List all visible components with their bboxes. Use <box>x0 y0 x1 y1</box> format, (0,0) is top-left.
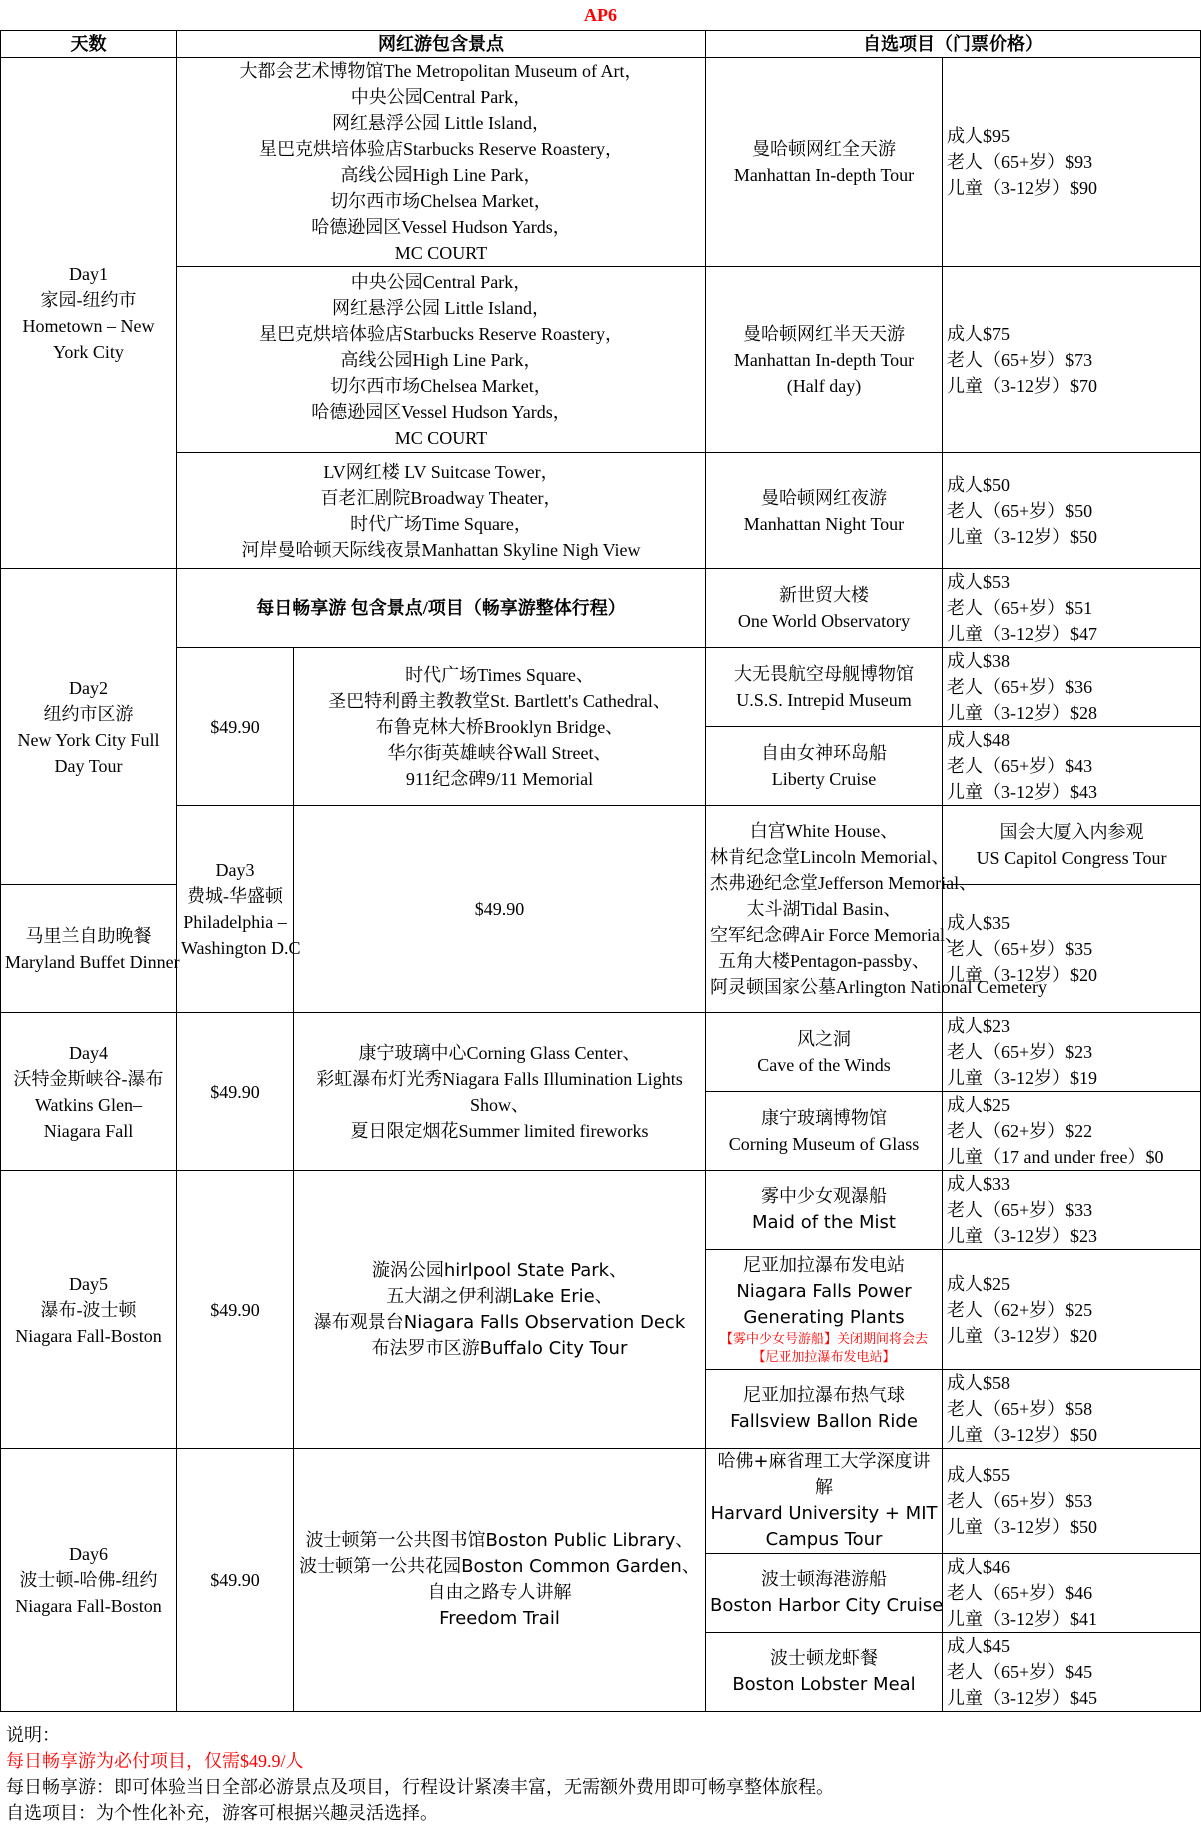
subheader-daily-tour: 每日畅享游 包含景点/项目（畅享游整体行程） <box>177 569 706 648</box>
price-line: 老人（65+岁）$35 <box>947 938 1093 959</box>
price-line: 儿童（3-12岁）$50 <box>947 1517 1097 1537</box>
price-line: 儿童（3-12岁）$47 <box>947 624 1097 644</box>
optional-item-line: Boston Lobster Meal <box>732 1674 916 1695</box>
price-cell <box>943 267 1201 453</box>
day-label-line: Niagara Fall-Boston <box>15 1325 162 1346</box>
spot-line: 哈德逊园区Vessel Hudson Yards， <box>311 401 571 422</box>
optional-item-line: 马里兰自助晚餐 <box>25 925 152 946</box>
spot-line: 波士顿第一公共花园Boston Common Garden、 <box>299 1556 700 1577</box>
price-line: 老人（65+岁）$73 <box>947 349 1093 370</box>
closure-note: 【雾中少女号游船】关闭期间将会去【尼亚加拉瀑布发电站】 <box>719 1331 928 1365</box>
optional-item-line: US Capitol Congress Tour <box>976 848 1167 868</box>
price-line: 儿童（3-12岁）$23 <box>947 1226 1097 1246</box>
optional-item-line: Manhattan Night Tour <box>743 513 905 534</box>
optional-item <box>706 267 943 453</box>
spot-line: 林肯纪念堂Lincoln Memorial、 <box>710 847 950 867</box>
optional-item-line: 雾中少女观瀑船 <box>761 1186 887 1207</box>
price-cell <box>943 1554 1201 1633</box>
price-line: 儿童（3-12岁）$19 <box>947 1068 1097 1088</box>
price-line: 成人$48 <box>947 730 1010 750</box>
price-line: 成人$45 <box>947 1636 1010 1656</box>
spot-line: 彩虹瀑布灯光秀Niagara Falls Illumination Lights <box>316 1068 683 1089</box>
day-label-line: Day2 <box>69 677 108 698</box>
optional-item-line: 波士顿海港游船 <box>761 1569 887 1590</box>
spot-line: 布法罗市区游Buffalo City Tour <box>371 1337 628 1359</box>
spot-line: 河岸曼哈顿天际线夜景Manhattan Skyline Nigh View <box>241 539 641 560</box>
day-label-line: Niagara Fall <box>43 1120 134 1141</box>
notes-section <box>0 1712 1200 1826</box>
price-cell <box>943 1171 1201 1250</box>
optional-item-line: 曼哈顿网红半天天游 <box>743 323 905 344</box>
optional-item <box>1 885 180 1013</box>
optional-item <box>706 1250 943 1370</box>
optional-item-line: Maryland Buffet Dinner <box>5 951 180 972</box>
price-line: 老人（65+岁）$33 <box>947 1200 1093 1220</box>
day-label-line: 波士顿-哈佛-纽约 <box>19 1570 158 1590</box>
optional-item <box>706 569 943 648</box>
price-line: 儿童（3-12岁）$20 <box>947 964 1097 985</box>
optional-item-line: Liberty Cruise <box>771 769 877 789</box>
optional-item-line: 曼哈顿网红夜游 <box>761 487 887 508</box>
day-label-line: Hometown – New <box>22 316 155 336</box>
day-label-line: 瀑布-波士顿 <box>40 1299 137 1320</box>
sheet-title: AP6 <box>584 5 618 25</box>
optional-item <box>943 806 1201 885</box>
price-line: 老人（65+岁）$53 <box>947 1491 1093 1511</box>
price-line: 老人（65+岁）$45 <box>947 1662 1093 1682</box>
spot-line: 中央公园Central Park， <box>350 271 532 292</box>
spot-line: 漩涡公园hirlpool State Park、 <box>371 1259 628 1281</box>
price-line: 老人（65+岁）$46 <box>947 1583 1093 1603</box>
header-spots: 网红游包含景点 <box>177 31 706 58</box>
price-line: 成人$35 <box>947 912 1010 933</box>
notes-required-fee: 每日畅享游为必付项目，仅需$49.9/人 <box>6 1751 304 1771</box>
price-line: 老人（65+岁）$36 <box>947 677 1093 697</box>
optional-item-line: 自由女神环岛船 <box>761 743 887 763</box>
optional-item-line: Generating Plants <box>743 1306 905 1328</box>
price-cell <box>943 58 1201 267</box>
optional-item <box>706 648 943 727</box>
price-line: 老人（65+岁）$23 <box>947 1042 1093 1062</box>
spot-line: 911纪念碑9/11 Memorial <box>405 768 594 789</box>
notes-daily-tour: 每日畅享游：即可体验当日全部必游景点及项目，行程设计紧凑丰富，无需额外费用即可畅享整体旅程。 <box>6 1777 834 1797</box>
price-line: 老人（62+岁）$22 <box>947 1121 1093 1141</box>
price-line: 儿童（3-12岁）$50 <box>947 1425 1097 1445</box>
spot-line: 圣巴特利爵主教教堂St. Bartlett's Cathedral、 <box>328 690 671 711</box>
spot-line: 五角大楼Pentagon-passby、 <box>718 951 930 971</box>
day-label-day5 <box>1 1171 177 1449</box>
price-line: 老人（65+岁）$43 <box>947 756 1093 776</box>
price-line: 老人（62+岁）$25 <box>947 1299 1093 1320</box>
price-line: 成人$23 <box>947 1016 1010 1036</box>
spot-line: 杰弗逊纪念堂Jefferson Memorial、 <box>710 873 978 893</box>
optional-item-line: 大无畏航空母舰博物馆 <box>734 664 914 684</box>
spots-cell <box>177 267 706 453</box>
spot-line: 波士顿第一公共图书馆Boston Public Library、 <box>305 1530 694 1551</box>
spot-line: 阿灵顿国家公墓Arlington National Cemetery <box>710 977 1047 997</box>
day-label-line: Day1 <box>69 264 108 284</box>
price-line: 老人（65+岁）$51 <box>947 598 1093 618</box>
price-line: 成人$53 <box>947 572 1010 592</box>
spot-line: 切尔西市场Chelsea Market， <box>330 191 552 211</box>
spot-line: 时代广场Time Square， <box>350 513 532 534</box>
price-line: 成人$33 <box>947 1174 1010 1194</box>
spots-cell <box>294 1171 706 1449</box>
optional-item-line: Campus Tour <box>765 1529 883 1550</box>
spots-cell <box>177 453 706 569</box>
optional-item-line: Fallsview Ballon Ride <box>730 1411 918 1432</box>
optional-item-line: 尼亚加拉瀑布热气球 <box>743 1385 905 1406</box>
day-label-line: Day4 <box>69 1042 108 1063</box>
optional-item-line: U.S.S. Intrepid Museum <box>736 690 912 710</box>
price-line: 成人$25 <box>947 1273 1010 1294</box>
optional-item-line: Manhattan In-depth Tour <box>733 165 915 185</box>
notes-optional: 自选项目：为个性化补充，游客可根据兴趣灵活选择。 <box>6 1803 438 1823</box>
day-label-line: Day5 <box>69 1273 108 1294</box>
price-line: 成人$38 <box>947 651 1010 671</box>
spot-line: 切尔西市场Chelsea Market， <box>330 375 552 396</box>
optional-item-line: Corning Museum of Glass <box>728 1134 920 1154</box>
price-line: 老人（65+岁）$58 <box>947 1399 1093 1419</box>
optional-item <box>706 1449 943 1554</box>
day-label-day1 <box>1 58 177 569</box>
optional-item <box>706 1554 943 1633</box>
spot-line: 大都会艺术博物馆The Metropolitan Museum of Art， <box>239 61 643 81</box>
daily-price: $49.90 <box>177 1449 294 1712</box>
spots-cell <box>177 58 706 267</box>
day-label-day3 <box>177 806 301 1013</box>
optional-item <box>706 1633 943 1712</box>
daily-price: $49.90 <box>177 1013 294 1171</box>
optional-item <box>706 727 943 806</box>
price-cell <box>943 1633 1201 1712</box>
spots-cell <box>294 1449 706 1712</box>
spot-line: Show、 <box>469 1094 529 1115</box>
day-label-line: 纽约市区游 <box>43 703 134 724</box>
optional-item-line: 尼亚加拉瀑布发电站 <box>743 1254 905 1276</box>
price-cell <box>943 1370 1201 1449</box>
price-line: 儿童（3-12岁）$70 <box>947 375 1097 396</box>
notes-heading: 说明： <box>6 1725 60 1745</box>
price-cell <box>943 1013 1201 1092</box>
price-line: 儿童（3-12岁）$90 <box>947 178 1097 198</box>
price-line: 成人$46 <box>947 1557 1010 1577</box>
optional-item-line: Boston Harbor City Cruise <box>710 1595 944 1616</box>
spot-line: 太斗湖Tidal Basin、 <box>746 899 902 919</box>
optional-item-line: Cave of the Winds <box>757 1055 891 1075</box>
price-cell <box>943 1250 1201 1370</box>
optional-item-line: 波士顿龙虾餐 <box>770 1648 878 1669</box>
optional-item-line: 康宁玻璃博物馆 <box>761 1108 887 1128</box>
price-line: 儿童（3-12岁）$41 <box>947 1609 1097 1629</box>
spot-line: MC COURT <box>394 243 488 263</box>
spot-line: 夏日限定烟花Summer limited fireworks <box>350 1120 649 1141</box>
price-line: 儿童（3-12岁）$20 <box>947 1325 1097 1346</box>
spot-line: 网红悬浮公园 Little Island， <box>332 113 550 133</box>
spot-line: 中央公园Central Park， <box>350 87 532 107</box>
optional-item-line: (Half day) <box>786 375 862 396</box>
day-label-line: Niagara Fall-Boston <box>15 1596 162 1616</box>
optional-item-line: One World Observatory <box>737 611 911 631</box>
day-label-line: York City <box>53 342 124 362</box>
optional-item <box>706 58 943 267</box>
optional-item-line: 解 <box>815 1477 833 1498</box>
optional-item-line: Harvard University + MIT <box>710 1503 938 1524</box>
daily-price: $49.90 <box>294 806 706 1013</box>
spot-line: 百老汇剧院Broadway Theater， <box>320 487 562 508</box>
price-line: 成人$75 <box>947 323 1010 344</box>
spot-line: 康宁玻璃中心Corning Glass Center、 <box>358 1042 641 1063</box>
optional-item <box>706 1092 943 1171</box>
price-cell <box>943 569 1201 648</box>
spot-line: 星巴克烘培体验店Starbucks Reserve Roastery， <box>259 139 623 159</box>
spot-line: 网红悬浮公园 Little Island， <box>332 297 550 318</box>
optional-item <box>706 1370 943 1449</box>
spot-line: LV网红楼 LV Suitcase Tower， <box>323 461 559 482</box>
price-line: 老人（65+岁）$50 <box>947 500 1093 521</box>
spot-line: 高线公园High Line Park， <box>340 349 542 370</box>
spot-line: 空军纪念碑Air Force Memorial、 <box>710 925 963 945</box>
spot-line: 白宫White House、 <box>749 821 899 841</box>
day-label-line: 费城-华盛顿 <box>187 886 283 906</box>
spot-line: 时代广场Times Square、 <box>405 664 594 685</box>
price-line: 儿童（3-12岁）$43 <box>947 782 1097 802</box>
optional-item-line: Maid of the Mist <box>751 1212 896 1233</box>
price-line: 儿童（17 and under free）$0 <box>947 1147 1164 1167</box>
spot-line: 瀑布观景台Niagara Falls Observation Deck <box>313 1311 686 1333</box>
price-line: 儿童（3-12岁）$45 <box>947 1688 1097 1708</box>
day-label-line: 家园-纽约市 <box>40 290 137 310</box>
optional-item-line: 风之洞 <box>797 1029 851 1049</box>
spots-cell <box>294 648 706 806</box>
day-label-day4 <box>1 1013 177 1171</box>
price-line: 儿童（3-12岁）$50 <box>947 526 1097 547</box>
spot-line: 五大湖之伊利湖Lake Erie、 <box>386 1285 613 1307</box>
optional-item-line: 曼哈顿网红全天游 <box>752 139 896 159</box>
optional-item <box>706 1171 943 1250</box>
price-cell <box>943 727 1201 806</box>
price-line: 成人$95 <box>947 126 1010 146</box>
optional-item-line: Manhattan In-depth Tour <box>733 349 915 370</box>
day-label-day6 <box>1 1449 177 1712</box>
optional-item-line: 国会大厦入内参观 <box>999 822 1144 842</box>
header-days: 天数 <box>1 31 177 58</box>
spot-line: MC COURT <box>394 427 488 448</box>
spot-line: 高线公园High Line Park， <box>340 165 542 185</box>
spot-line: 布鲁克林大桥Brooklyn Bridge、 <box>375 716 624 737</box>
spot-line: 华尔街英雄峡谷Wall Street、 <box>387 742 612 763</box>
day-label-line: New York City Full <box>17 729 160 750</box>
price-line: 成人$50 <box>947 474 1010 495</box>
price-line: 老人（65+岁）$93 <box>947 152 1093 172</box>
optional-item <box>706 1013 943 1092</box>
spot-line: 自由之路专人讲解 <box>427 1582 572 1603</box>
day-label-line: Day3 <box>215 860 255 880</box>
day-label-line: 沃特金斯峡谷-瀑布 <box>13 1068 164 1089</box>
price-cell <box>943 1092 1201 1171</box>
day-label-line: Philadelphia – <box>183 912 287 932</box>
optional-item-line: Niagara Falls Power <box>736 1280 912 1302</box>
optional-item-line: 哈佛+麻省理工大学深度讲 <box>717 1451 931 1472</box>
spot-line: 哈德逊园区Vessel Hudson Yards， <box>311 217 571 237</box>
price-line: 儿童（3-12岁）$28 <box>947 703 1097 723</box>
daily-price: $49.90 <box>177 648 294 806</box>
day-label-day2 <box>1 569 177 885</box>
optional-item <box>706 453 943 569</box>
day-label-line: Watkins Glen– <box>34 1094 143 1115</box>
header-optional: 自选项目（门票价格） <box>706 31 1201 58</box>
optional-item-line: 新世贸大楼 <box>779 585 869 605</box>
spots-cell <box>294 1013 706 1171</box>
price-line: 成人$55 <box>947 1465 1010 1485</box>
spot-line: 星巴克烘培体验店Starbucks Reserve Roastery， <box>259 323 623 344</box>
price-line: 成人$58 <box>947 1373 1010 1393</box>
spot-line: Freedom Trail <box>439 1608 560 1629</box>
day-label-line: Day6 <box>69 1544 108 1564</box>
day-label-line: Day Tour <box>54 755 123 776</box>
price-line: 成人$25 <box>947 1095 1010 1115</box>
price-cell <box>943 453 1201 569</box>
day-label-line: Washington D.C <box>181 938 301 958</box>
price-cell <box>943 1449 1201 1554</box>
price-cell <box>943 648 1201 727</box>
daily-price: $49.90 <box>177 1171 294 1449</box>
